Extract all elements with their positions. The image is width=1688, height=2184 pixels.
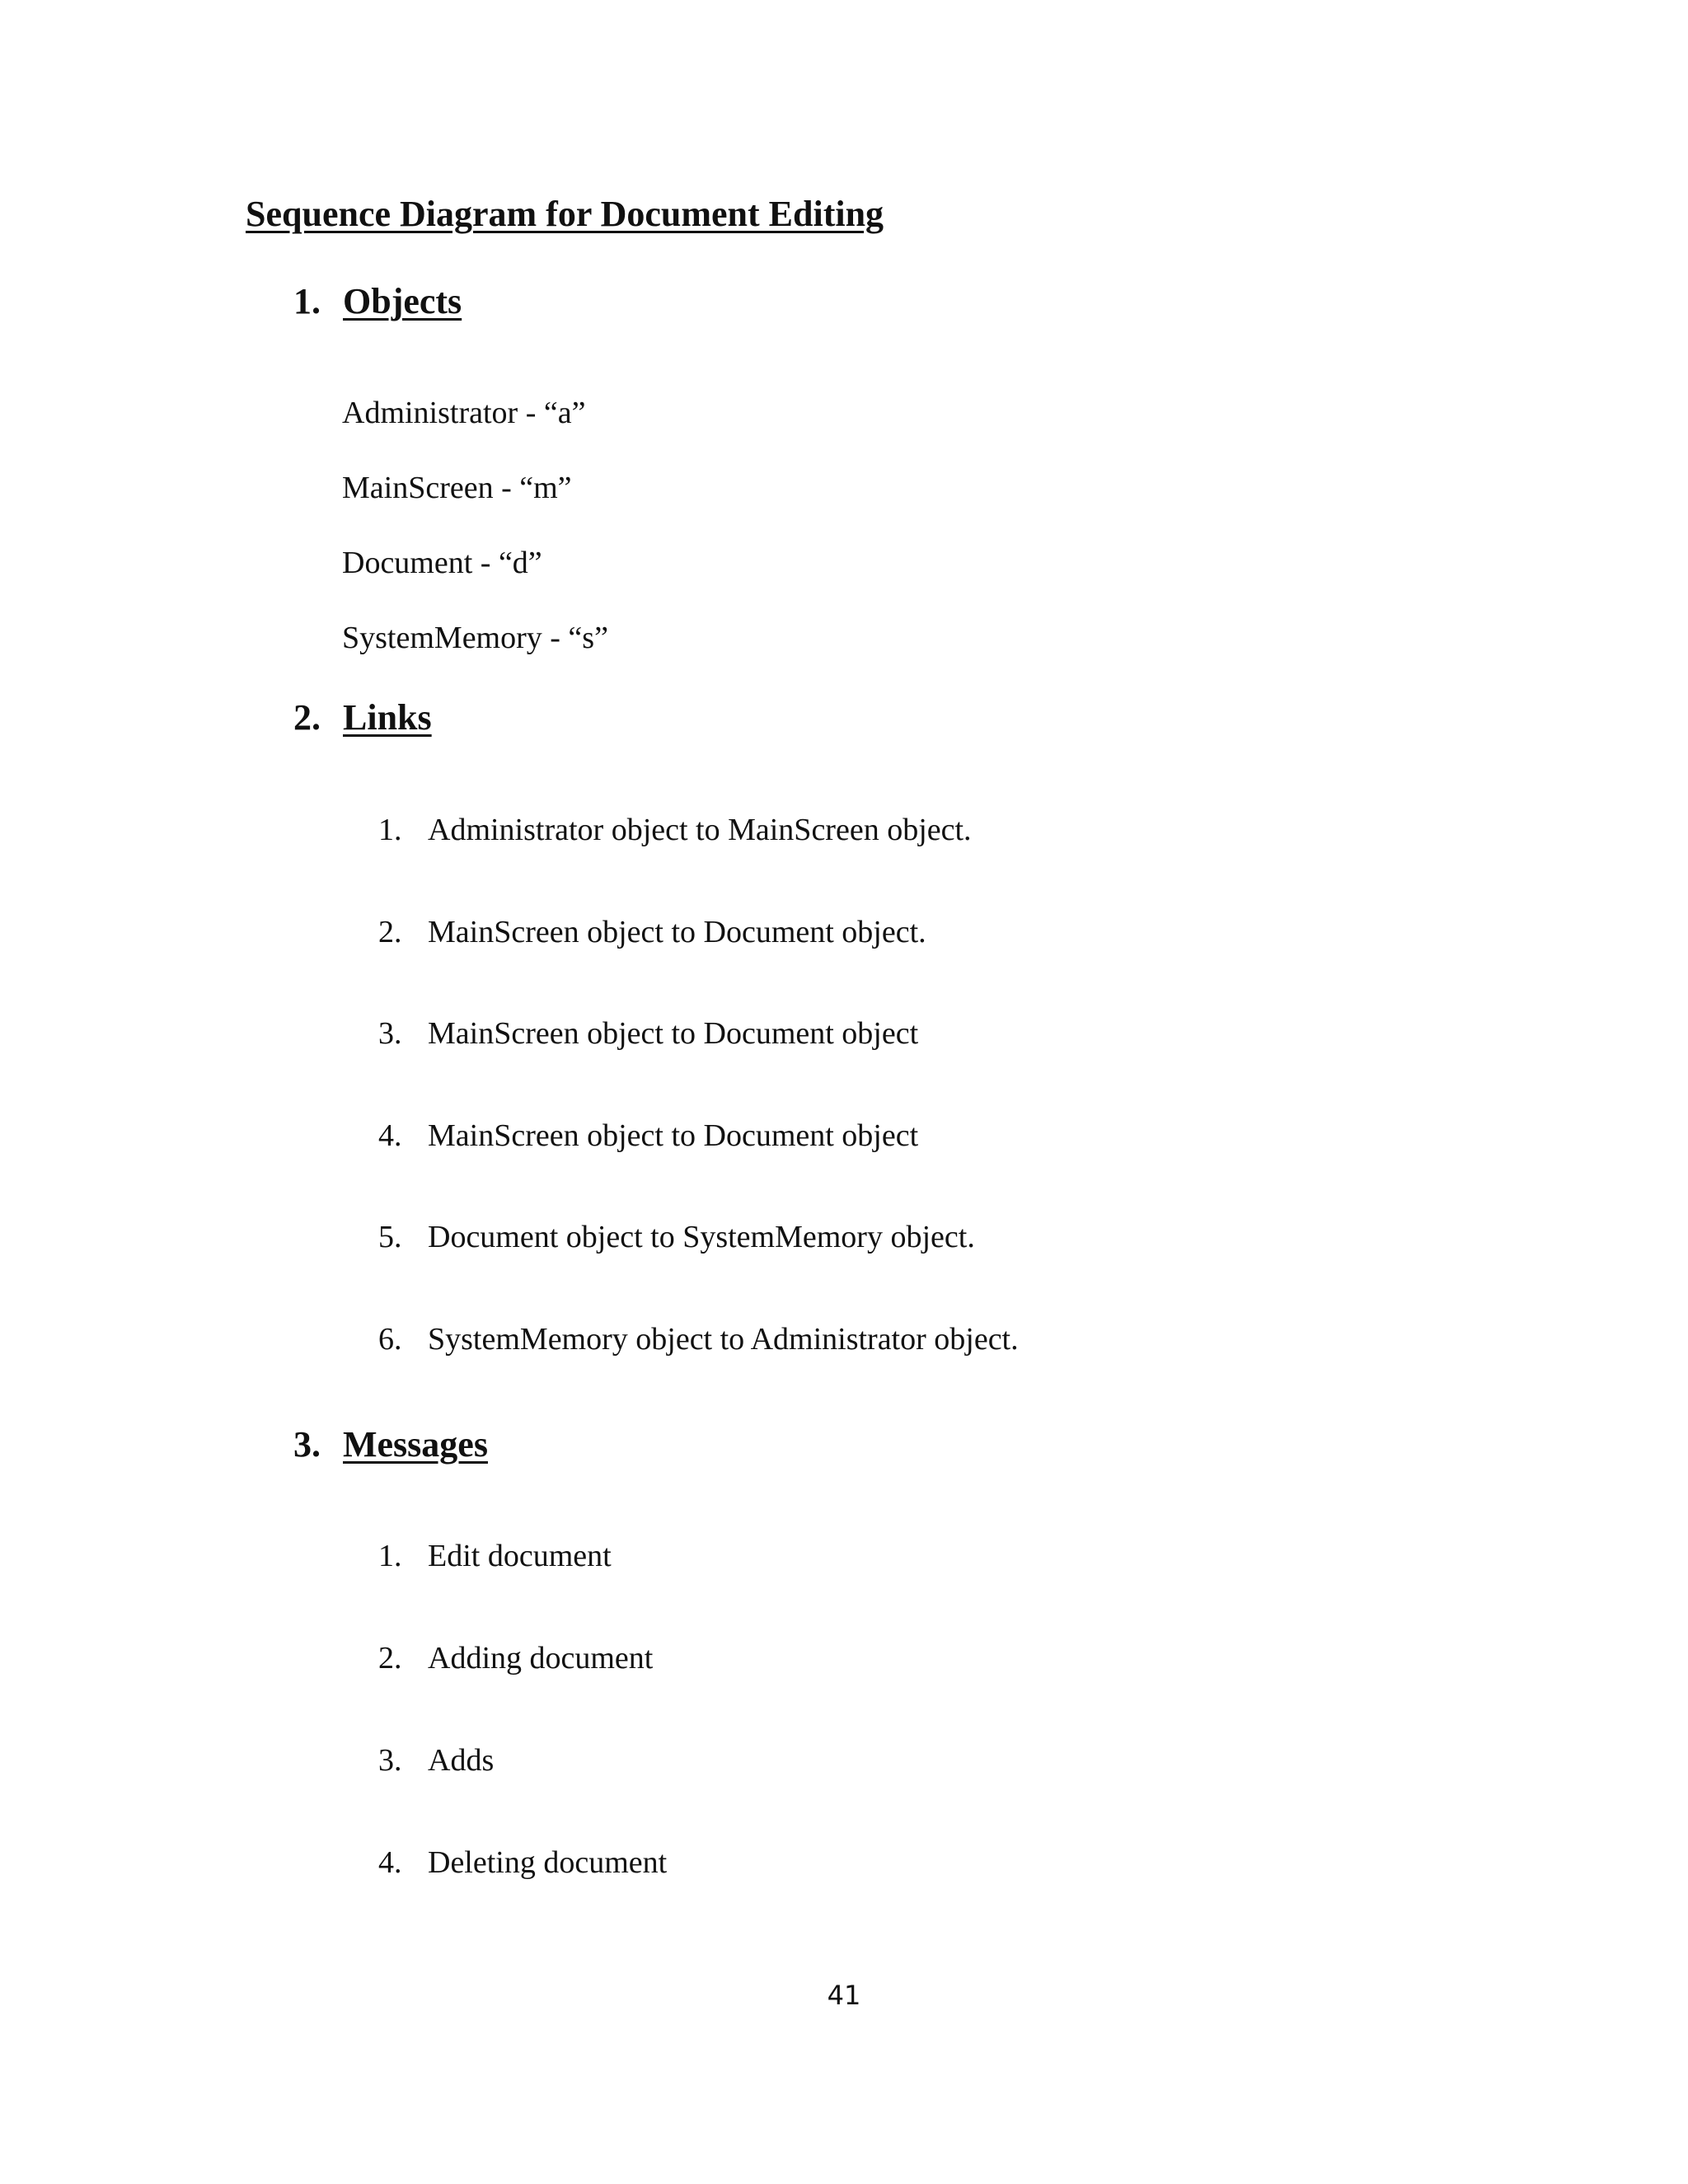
- link-item: [378, 1015, 918, 1052]
- list-text: SystemMemory object to Administrator object.: [428, 1322, 1019, 1357]
- section-heading-objects: [293, 280, 462, 322]
- link-item: [378, 1321, 1019, 1357]
- section-label: Objects: [343, 281, 462, 321]
- link-item: [378, 1219, 975, 1255]
- list-number: 4.: [378, 1845, 402, 1880]
- section-number: 2.: [293, 697, 321, 738]
- list-number: 4.: [378, 1118, 402, 1153]
- link-item: [378, 1118, 918, 1154]
- message-item: [378, 1538, 612, 1574]
- message-item: [378, 1640, 653, 1676]
- list-text: MainScreen object to Document object.: [428, 915, 926, 949]
- list-text: Edit document: [428, 1539, 612, 1573]
- list-text: Administrator object to MainScreen object.: [428, 813, 972, 847]
- list-text: MainScreen object to Document object: [428, 1118, 919, 1153]
- list-text: Document object to SystemMemory object.: [428, 1220, 975, 1254]
- list-number: 2.: [378, 915, 402, 949]
- object-item: Administrator - “a”: [342, 396, 586, 430]
- section-heading-links: [293, 696, 432, 738]
- section-number: 1.: [293, 281, 321, 321]
- list-number: 1.: [378, 813, 402, 847]
- list-text: Adding document: [428, 1641, 654, 1675]
- section-label: Messages: [343, 1424, 488, 1465]
- message-item: [378, 1844, 667, 1881]
- section-number: 3.: [293, 1424, 321, 1465]
- list-number: 5.: [378, 1220, 402, 1254]
- list-number: 6.: [378, 1322, 402, 1357]
- link-item: [378, 914, 926, 950]
- page-number: 41: [827, 1980, 861, 2011]
- list-text: Deleting document: [428, 1845, 668, 1880]
- object-item: Document - “d”: [342, 546, 542, 580]
- message-item: [378, 1742, 494, 1779]
- list-text: Adds: [428, 1743, 495, 1778]
- section-label: Links: [343, 697, 432, 738]
- link-item: [378, 812, 972, 848]
- list-text: MainScreen object to Document object: [428, 1016, 919, 1051]
- object-item: SystemMemory - “s”: [342, 621, 608, 655]
- list-number: 3.: [378, 1743, 402, 1778]
- object-item: MainScreen - “m”: [342, 471, 572, 505]
- list-number: 1.: [378, 1539, 402, 1573]
- page-title: Sequence Diagram for Document Editing: [246, 194, 884, 234]
- list-number: 3.: [378, 1016, 402, 1051]
- section-heading-messages: [293, 1423, 488, 1465]
- list-number: 2.: [378, 1641, 402, 1675]
